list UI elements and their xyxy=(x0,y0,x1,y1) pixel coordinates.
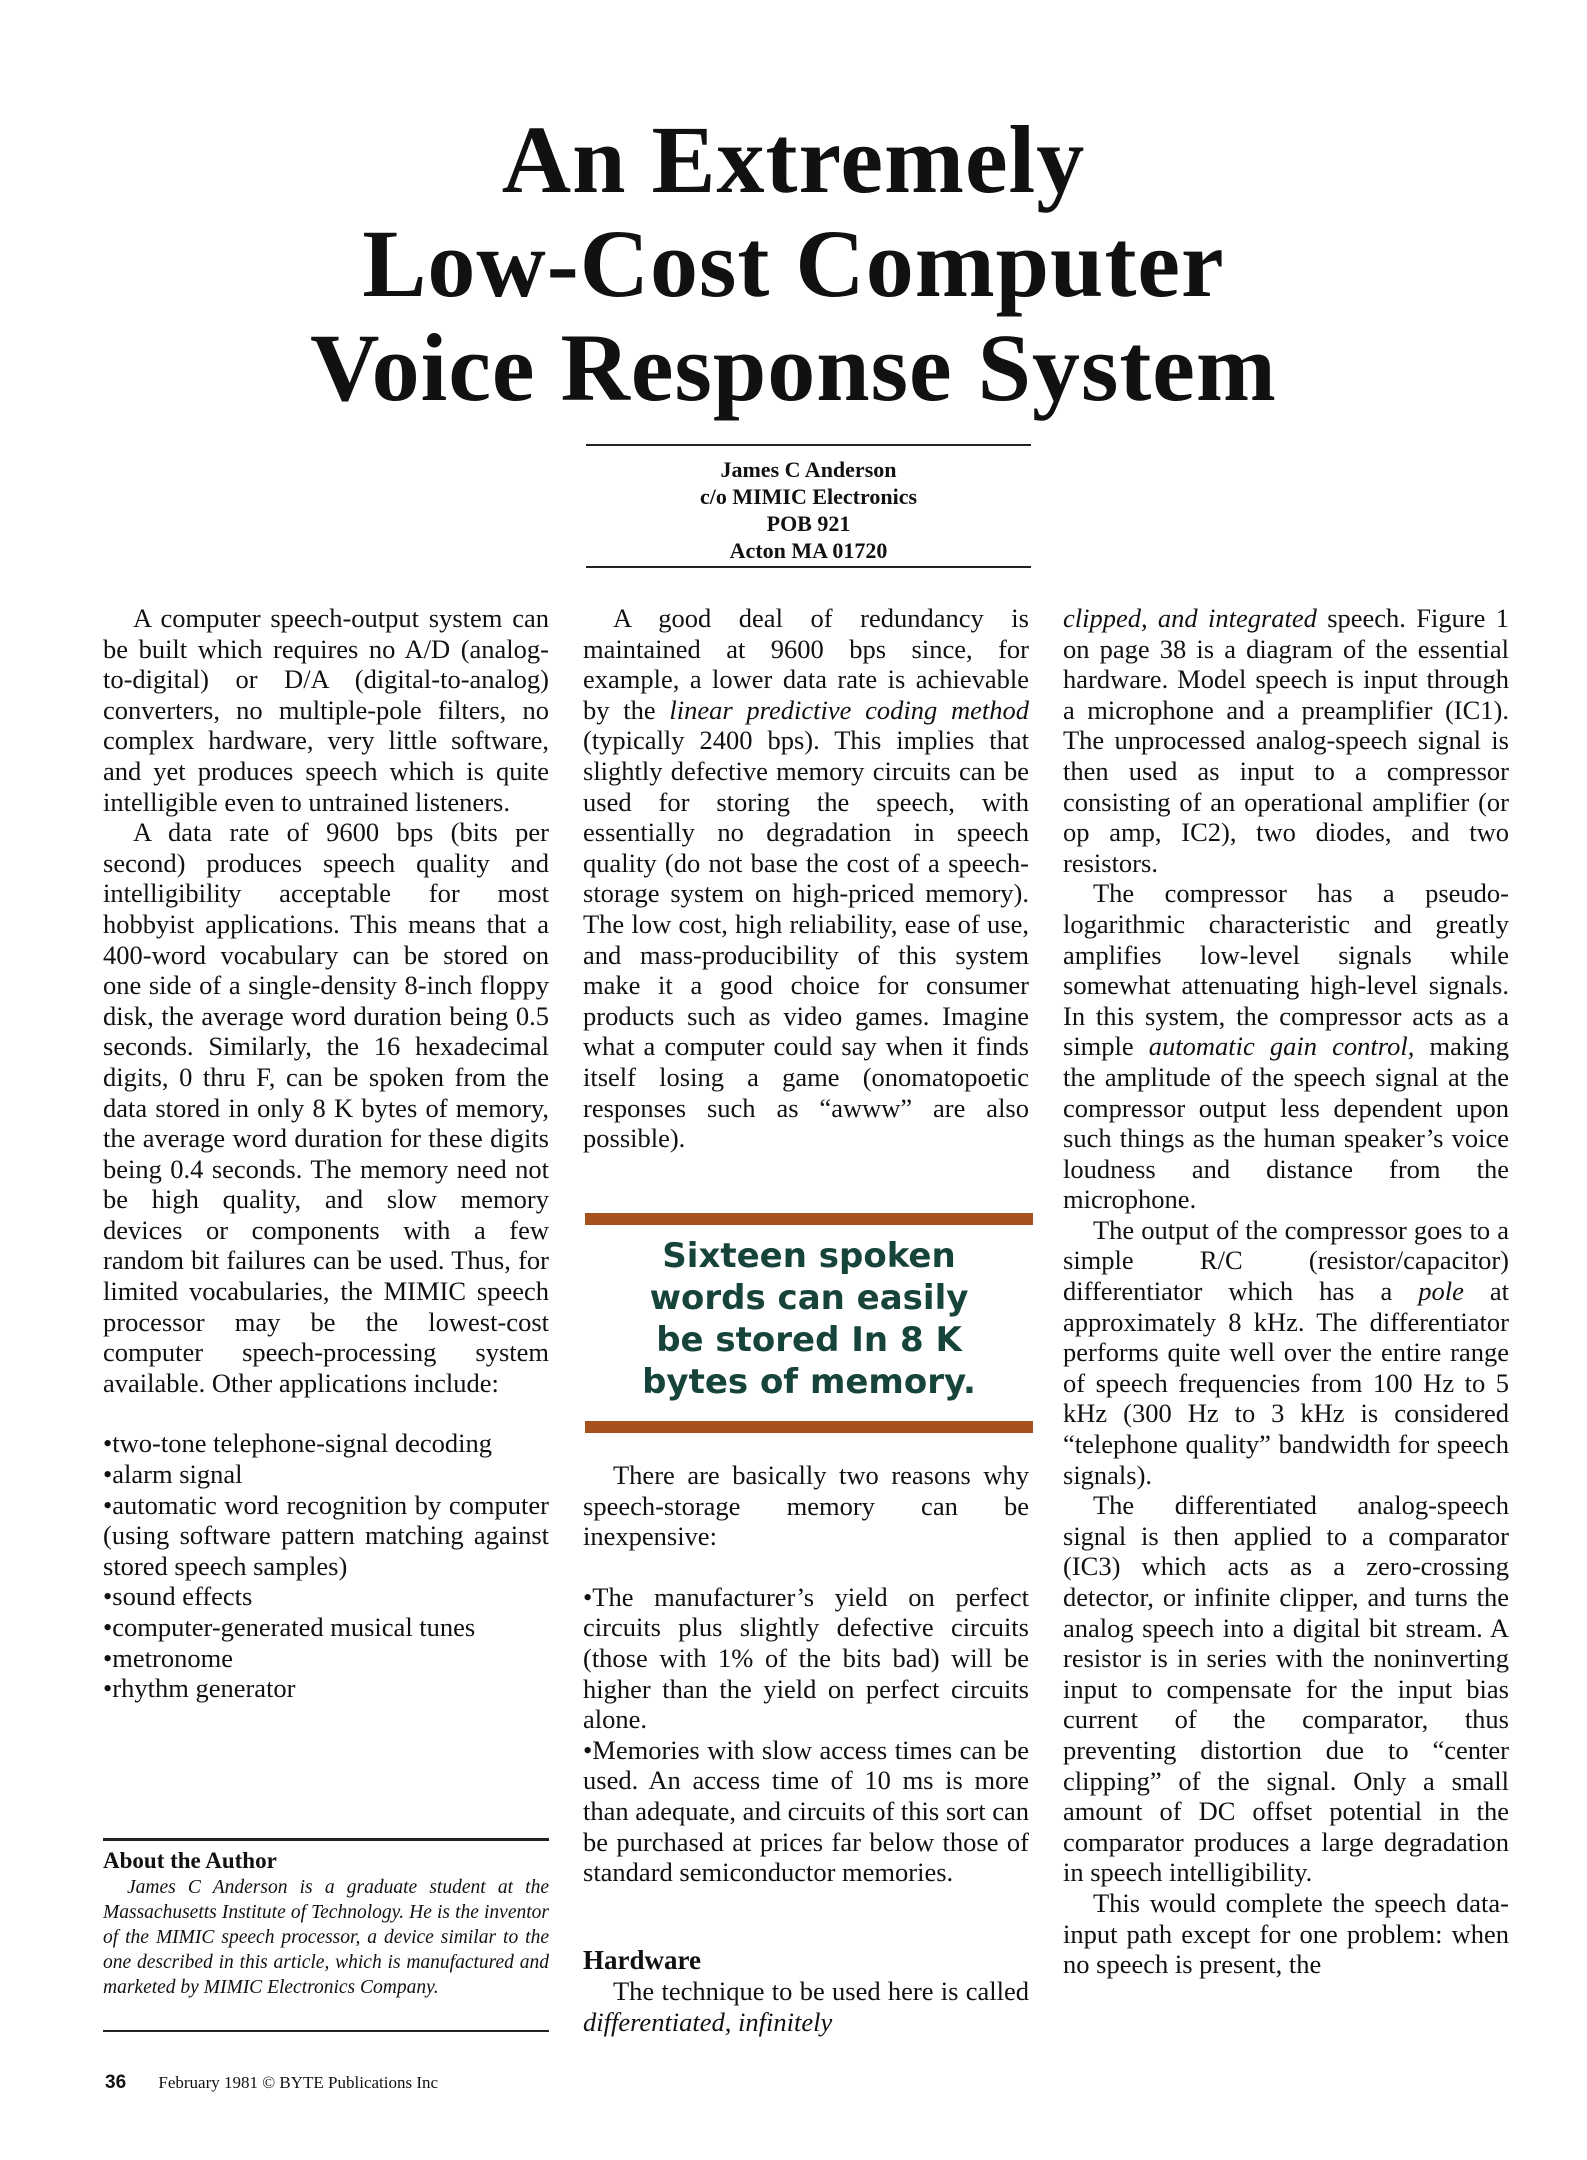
title-line: An Extremely xyxy=(501,106,1086,213)
text-run: speech. Figure 1 on page 38 is a diagram of the essential hardware. Model speech is input through a microphone and a preamplifier (IC1). The unprocessed analog-speech signal is then used as input to a compressor consisting of an operational amplifier (or op amp, IC2), two diodes, and two resistors. xyxy=(1063,603,1509,878)
pull-quote-text xyxy=(585,1235,1033,1403)
hardware-section xyxy=(583,1944,1029,2037)
text-run: •metronome xyxy=(103,1642,233,1673)
italic-text: pole xyxy=(1418,1276,1464,1307)
italic-text: clipped, and integrated xyxy=(1063,603,1317,633)
text-run: The technique to be used here is called xyxy=(613,1976,1029,2006)
author-company: c/o MIMIC Electronics xyxy=(699,484,918,509)
bullet-item xyxy=(103,1428,549,1459)
text-run: A data rate of 9600 bps (bits per second) produces speech quality and intelligibility acceptable for most hobbyist applications. This means that a 400-word vocabulary can be stored on one side of a single-density 8-inch floppy disk, the average word duration being 0.5 seconds. Similarly, the 16 hexadecimal digits, 0 thru F, can be spoken from the data stored in only 8 K bytes of memory, the average word duration for these digits being 0.4 seconds. The memory need not be high quality, and slow memory devices or components with a few random bit failures can be used. Thus, for limited vocabularies, the MIMIC speech processor may be the lowest-cost computer speech-processing system available. Other applications include: xyxy=(103,817,549,1398)
article-title xyxy=(0,108,1587,420)
byline-bottom-rule xyxy=(586,566,1031,568)
pull-quote-line: words can easily xyxy=(649,1278,969,1318)
bullet-item xyxy=(103,1673,549,1704)
title-line: Voice Response System xyxy=(310,314,1277,421)
body-paragraph xyxy=(583,603,1029,1154)
bullet-item xyxy=(583,1735,1029,1888)
byline xyxy=(586,456,1031,564)
body-paragraph xyxy=(583,1976,1029,2037)
about-author-text: James C Anderson is a graduate student at the Massachusetts Institute of Technology. He is the inventor of the MIMIC speech processor, a device similar to the one described in this article, which is manufactured and marketed by MIMIC Electronics Company. xyxy=(103,1877,549,1998)
text-run: making the amplitude of the speech signal at the compressor output less dependent upon such things as the human speaker’s voice loudness and distance from the microphone. xyxy=(1063,1031,1509,1215)
about-author-heading: About the Author xyxy=(103,1848,277,1873)
text-run: •computer-generated musical tunes xyxy=(103,1612,476,1642)
author-box-bottom-rule xyxy=(103,2030,549,2032)
author-pob: POB 921 xyxy=(766,511,851,536)
body-paragraph xyxy=(103,817,549,1398)
body-paragraph xyxy=(1063,1888,1509,1980)
pull-quote-line: be stored In 8 K xyxy=(656,1320,962,1360)
italic-text: differentiated, infinitely xyxy=(583,2006,833,2037)
column-1 xyxy=(103,603,549,1704)
bullet-item xyxy=(103,1643,549,1674)
column-2-top xyxy=(583,603,1029,1154)
pull-quote-bottom-bar xyxy=(585,1421,1033,1433)
body-paragraph xyxy=(583,1460,1029,1552)
pull-quote-top-bar xyxy=(585,1213,1033,1225)
text-run: This would complete the speech data-input path except for one problem: when no speech is present, the xyxy=(1063,1887,1509,1980)
byline-top-rule xyxy=(586,444,1031,446)
author-box-top-rule xyxy=(103,1838,549,1841)
page-footer xyxy=(105,2072,438,2094)
about-author-box xyxy=(103,1847,549,2000)
title-line: Low-Cost Computer xyxy=(362,210,1225,317)
text-run: The compressor has a pseudo-logarithmic characteristic and greatly amplifies low-level signals while somewhat attenuating high-level signals. In this system, the compressor acts as a simple xyxy=(1063,878,1509,1062)
body-paragraph xyxy=(1063,878,1509,1215)
body-paragraph xyxy=(1063,1215,1509,1490)
hardware-heading: Hardware xyxy=(583,1945,701,1975)
column-3 xyxy=(1063,603,1509,1980)
hardware-text xyxy=(583,1976,1029,2037)
text-run: •sound effects xyxy=(103,1581,253,1612)
text-run: •two-tone telephone-signal decoding xyxy=(103,1428,492,1459)
bullet-item xyxy=(103,1459,549,1490)
text-run: •Memories with slow access times can be used. An access time of 10 ms is more than adequate, and circuits of this sort can be purchased at prices far below those of standard semiconductor memories. xyxy=(583,1734,1029,1888)
pull-quote-line: Sixteen spoken xyxy=(662,1236,956,1276)
bullet-item xyxy=(583,1582,1029,1735)
text-run: A computer speech-output system can be built which requires no A/D (analog-to-digital) or D/A (digital-to-analog) converters, no multiple-pole filters, no complex hardware, very little software, and yet produces speech which is quite intelligible even to untrained listeners. xyxy=(103,603,549,817)
bullet-item xyxy=(103,1490,549,1582)
text-run: There are basically two reasons why speech-storage memory can be inexpensive: xyxy=(583,1460,1029,1552)
text-run: •automatic word recognition by computer (using software pattern matching against stored speech samples) xyxy=(103,1489,549,1581)
text-run: The output of the compressor goes to a simple R/C (resistor/capacitor) differentiator which has a xyxy=(1063,1214,1509,1307)
text-run: A good deal of redundancy is maintained at 9600 bps since, for example, a lower data rate is achievable by the xyxy=(583,603,1029,725)
body-paragraph xyxy=(1063,603,1509,878)
italic-text: automatic gain control, xyxy=(1148,1031,1415,1062)
footer-credit: February 1981 © BYTE Publications Inc xyxy=(158,2073,439,2092)
text-run: The differentiated analog-speech signal is then applied to a comparator (IC3) which acts as a zero-crossing detector, or infinite clipper, and turns the analog speech into a digital bit stream. A resistor is in series with the noninverting input to compensate for the input bias current of the comparator, thus preventing distortion due to “center clipping” of the signal. Only a small amount of DC offset potential in the comparator produces a large degradation in speech intelligibility. xyxy=(1063,1490,1509,1888)
text-run: at approximately 8 kHz. The differentiator performs quite well over the entire range of speech frequencies from 100 Hz to 5 kHz (300 Hz to 3 kHz is considered “telephone quality” bandwidth for speech signals). xyxy=(1063,1276,1510,1490)
bullet-item xyxy=(103,1612,549,1643)
body-paragraph xyxy=(1063,1490,1509,1888)
pull-quote-line: bytes of memory. xyxy=(642,1362,976,1402)
bullet-item xyxy=(103,1581,549,1612)
text-run: •alarm signal xyxy=(103,1459,243,1490)
text-run: •rhythm generator xyxy=(103,1673,296,1704)
page-number: 36 xyxy=(105,2072,127,2093)
author-city: Acton MA 01720 xyxy=(729,538,888,563)
author-name: James C Anderson xyxy=(720,457,897,482)
text-run: •The manufacturer’s yield on perfect circuits plus slightly defective circuits (those with 1% of the bits bad) will be higher than the yield on perfect circuits alone. xyxy=(583,1581,1029,1735)
italic-text: linear predictive coding method xyxy=(669,694,1030,725)
column-2-bottom xyxy=(583,1460,1029,1888)
text-run: (typically 2400 bps). This implies that slightly defective memory circuits can be used for storing the speech, with essentially no degradation in speech quality (do not base the cost of a speech-storage system on high-priced memory). The low cost, high reliability, ease of use, and mass-producibility of this system make it a good choice for consumer products such as video games. Imagine what a computer could say when it finds itself losing a game (onomatopoetic responses such as “awww” are also possible). xyxy=(583,725,1029,1154)
pull-quote xyxy=(585,1213,1033,1433)
body-paragraph xyxy=(103,603,549,817)
